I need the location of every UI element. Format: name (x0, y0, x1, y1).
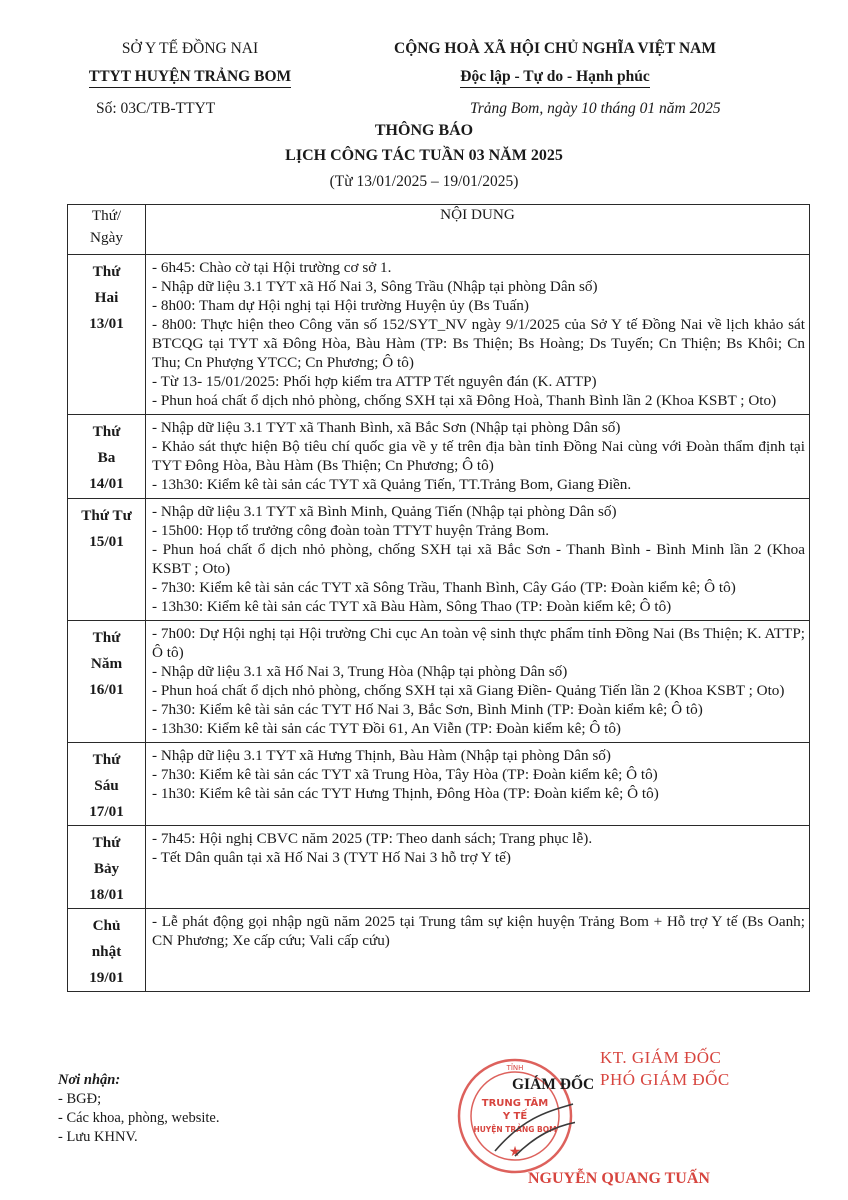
document-kind: THÔNG BÁO (374, 122, 474, 139)
table-row (68, 415, 810, 499)
stamp-line-3: HUYỆN TRẢNG BOM (473, 1125, 557, 1134)
stamp-star-icon: ★ (508, 1145, 522, 1160)
content-cell (146, 621, 810, 743)
place-date: Trảng Bom, ngày 10 tháng 01 năm 2025 (470, 100, 721, 117)
day-label: 13/01 (89, 315, 124, 332)
day-label: Sáu (94, 777, 119, 794)
header-left (60, 40, 320, 88)
day-cell (68, 826, 146, 909)
schedule-item: - 13h30: Kiểm kê tài sản các TYT xã Quảng Tiến, TT.Trảng Bom, Giang Điền. (152, 476, 632, 493)
content-cell (146, 743, 810, 826)
schedule-item: - 7h45: Hội nghị CBVC năm 2025 (TP: Theo danh sách; Trang phục lễ). (152, 830, 593, 847)
document-subject: LỊCH CÔNG TÁC TUẦN 03 NĂM 2025 (285, 147, 563, 164)
day-label: Năm (90, 655, 123, 672)
day-cell (68, 255, 146, 415)
schedule-item: - 8h00: Thực hiện theo Công văn số 152/SYT_NV ngày 9/1/2025 của Sở Y tế Đồng Nai về lịch khảo sát BTCQG tại TYT xã Đông Hòa, Bàu Hàm (TP: Bs Thiện; Bs Hoàng; Ds Tuyến; Cn Thiện; Bs Khôi; Cn Thu; Cn Phượng YTCC; Cn Phương; Ô tô) (152, 316, 805, 371)
agency-name: SỞ Y TẾ ĐỒNG NAI (121, 40, 259, 57)
day-cell (68, 909, 146, 992)
stamp-line-1: TRUNG TÂM (481, 1098, 549, 1109)
day-label: 14/01 (89, 475, 124, 492)
day-label: Ba (97, 449, 116, 466)
day-label: 19/01 (89, 969, 124, 986)
schedule-item: - Lễ phát động gọi nhập ngũ năm 2025 tại Trung tâm sự kiện huyện Trảng Bom + Hỗ trợ Y tế (Bs Oanh; CN Phương; Xe cấp cứu; Vali cấp cứu) (152, 913, 805, 949)
schedule-item: - 7h30: Kiểm kê tài sản các TYT xã Sông Trầu, Thanh Bình, Cây Gáo (TP: Đoàn kiểm kê; Ô tô) (152, 579, 736, 596)
signature-director-title: GIÁM ĐỐC (512, 1076, 595, 1093)
table-row (68, 621, 810, 743)
nation-title: CỘNG HOÀ XÃ HỘI CHỦ NGHĨA VIỆT NAM (394, 40, 716, 57)
schedule-table (67, 204, 810, 992)
schedule-item: - 15h00: Họp tổ trưởng công đoàn toàn TTYT huyện Trảng Bom. (152, 522, 550, 539)
schedule-item: - 7h30: Kiểm kê tài sản các TYT Hố Nai 3, Bắc Sơn, Bình Minh (TP: Đoàn kiểm kê; Ô tô) (152, 701, 703, 718)
schedule-item: - 8h00: Tham dự Hội nghị tại Hội trường Huyện ủy (Bs Tuấn) (152, 297, 529, 314)
schedule-item: - 7h30: Kiểm kê tài sản các TYT xã Trung Hòa, Tây Hòa (TP: Đoàn kiểm kê; Ô tô) (152, 766, 658, 783)
day-label: 18/01 (89, 886, 124, 903)
table-row (68, 743, 810, 826)
table-header-row (68, 205, 810, 255)
day-label: 17/01 (89, 803, 124, 820)
day-cell (68, 415, 146, 499)
day-header-line: Thứ/ (91, 207, 122, 224)
schedule-item: - 7h00: Dự Hội nghị tại Hội trường Chi cục An toàn vệ sinh thực phẩm tỉnh Đồng Nai (Bs Thiện; K. ATTP; Ô tô) (152, 625, 805, 661)
day-label: Bảy (93, 860, 120, 877)
table-row (68, 909, 810, 992)
recipient-item: - BGĐ; (58, 1091, 102, 1107)
day-header-line: Ngày (90, 229, 123, 246)
day-cell (68, 743, 146, 826)
schedule-item: - Từ 13- 15/01/2025: Phối hợp kiểm tra ATTP Tết nguyên đán (K. ATTP) (152, 373, 597, 390)
schedule-item: - Nhập dữ liệu 3.1 TYT xã Hố Nai 3, Sông Trầu (Nhập tại phòng Dân số) (152, 278, 598, 295)
date-range: (Từ 13/01/2025 – 19/01/2025) (329, 173, 519, 190)
day-column-header (68, 205, 146, 255)
day-label: Thứ Tư (81, 507, 132, 524)
schedule-item: - Khảo sát thực hiện Bộ tiêu chí quốc gia về y tế trên địa bàn tỉnh Đồng Nai cùng với Đoàn thẩm định tại TYT Đông Hòa, Bàu Hàm (Bs Thiện; Cn Phương; Ô tô) (152, 438, 805, 474)
day-label: Thứ (92, 423, 121, 440)
day-cell (68, 499, 146, 621)
official-stamp (455, 1056, 575, 1176)
document-number: Số: 03C/TB-TTYT (96, 100, 216, 117)
day-label: Thứ (92, 834, 121, 851)
day-label: Hai (94, 289, 119, 306)
schedule-item: - Nhập dữ liệu 3.1 TYT xã Thanh Bình, xã Bắc Sơn (Nhập tại phòng Dân số) (152, 419, 621, 436)
signature-deputy: PHÓ GIÁM ĐỐC (600, 1070, 730, 1089)
day-label: Thứ (92, 263, 121, 280)
content-cell (146, 415, 810, 499)
content-cell (146, 499, 810, 621)
stamp-line-2: Y TẾ (502, 1111, 528, 1122)
day-label: Chủ (92, 917, 121, 934)
day-label: nhật (91, 943, 122, 960)
day-cell (68, 621, 146, 743)
recipients (58, 1071, 219, 1147)
schedule-item: - Nhập dữ liệu 3.1 xã Hố Nai 3, Trung Hòa (Nhập tại phòng Dân số) (152, 663, 568, 680)
motto: Độc lập - Tự do - Hạnh phúc (460, 68, 649, 88)
day-label: Thứ (92, 629, 121, 646)
content-cell (146, 909, 810, 992)
schedule-item: - Phun hoá chất ổ dịch nhỏ phòng, chống SXH tại xã Giang Điền- Quảng Tiến lần 2 (Khoa KSBT ; Oto) (152, 682, 785, 699)
table-row (68, 826, 810, 909)
day-label: 15/01 (89, 533, 124, 550)
day-label: Thứ (92, 751, 121, 768)
schedule-item: - 13h30: Kiểm kê tài sản các TYT Đồi 61, An Viễn (TP: Đoàn kiểm kê; Ô tô) (152, 720, 621, 737)
schedule-item: - Phun hoá chất ổ dịch nhỏ phòng, chống SXH tại xã Đông Hoà, Thanh Bình lần 2 (Khoa KSBT ; Oto) (152, 392, 777, 409)
stamp-top-text: TỈNH (506, 1064, 524, 1072)
content-cell (146, 255, 810, 415)
table-row (68, 255, 810, 415)
schedule-item: - 6h45: Chào cờ tại Hội trường cơ sở 1. (152, 259, 392, 276)
day-label: 16/01 (89, 681, 124, 698)
schedule-item: - Tết Dân quân tại xã Hố Nai 3 (TYT Hố Nai 3 hỗ trợ Y tế) (152, 849, 511, 866)
header-right (330, 40, 780, 88)
recipient-item: - Các khoa, phòng, website. (58, 1110, 220, 1126)
recipient-item: - Lưu KHNV. (58, 1129, 138, 1145)
schedule-item: - 13h30: Kiểm kê tài sản các TYT xã Bàu Hàm, Sông Thao (TP: Đoàn kiểm kê; Ô tô) (152, 598, 672, 615)
content-column-header: NỘI DUNG (146, 205, 810, 255)
signature-kt: KT. GIÁM ĐỐC (600, 1048, 722, 1067)
recipients-label: Nơi nhận: (58, 1072, 121, 1088)
schedule-item: - Phun hoá chất ổ dịch nhỏ phòng, chống SXH tại xã Bắc Sơn - Thanh Bình - Bình Minh lần 2 (Khoa KSBT ; Oto) (152, 541, 805, 577)
content-cell (146, 826, 810, 909)
schedule-body (68, 255, 810, 992)
signature-block (450, 1044, 790, 1194)
table-row (68, 499, 810, 621)
signer-name: NGUYỄN QUANG TUẤN (528, 1170, 710, 1187)
unit-name: TTYT HUYỆN TRẢNG BOM (89, 68, 291, 88)
schedule-item: - Nhập dữ liệu 3.1 TYT xã Hưng Thịnh, Bàu Hàm (Nhập tại phòng Dân số) (152, 747, 611, 764)
schedule-item: - Nhập dữ liệu 3.1 TYT xã Bình Minh, Quảng Tiến (Nhập tại phòng Dân số) (152, 503, 617, 520)
schedule-item: - 1h30: Kiểm kê tài sản các TYT Hưng Thịnh, Đông Hòa (TP: Đoàn kiểm kê; Ô tô) (152, 785, 659, 802)
